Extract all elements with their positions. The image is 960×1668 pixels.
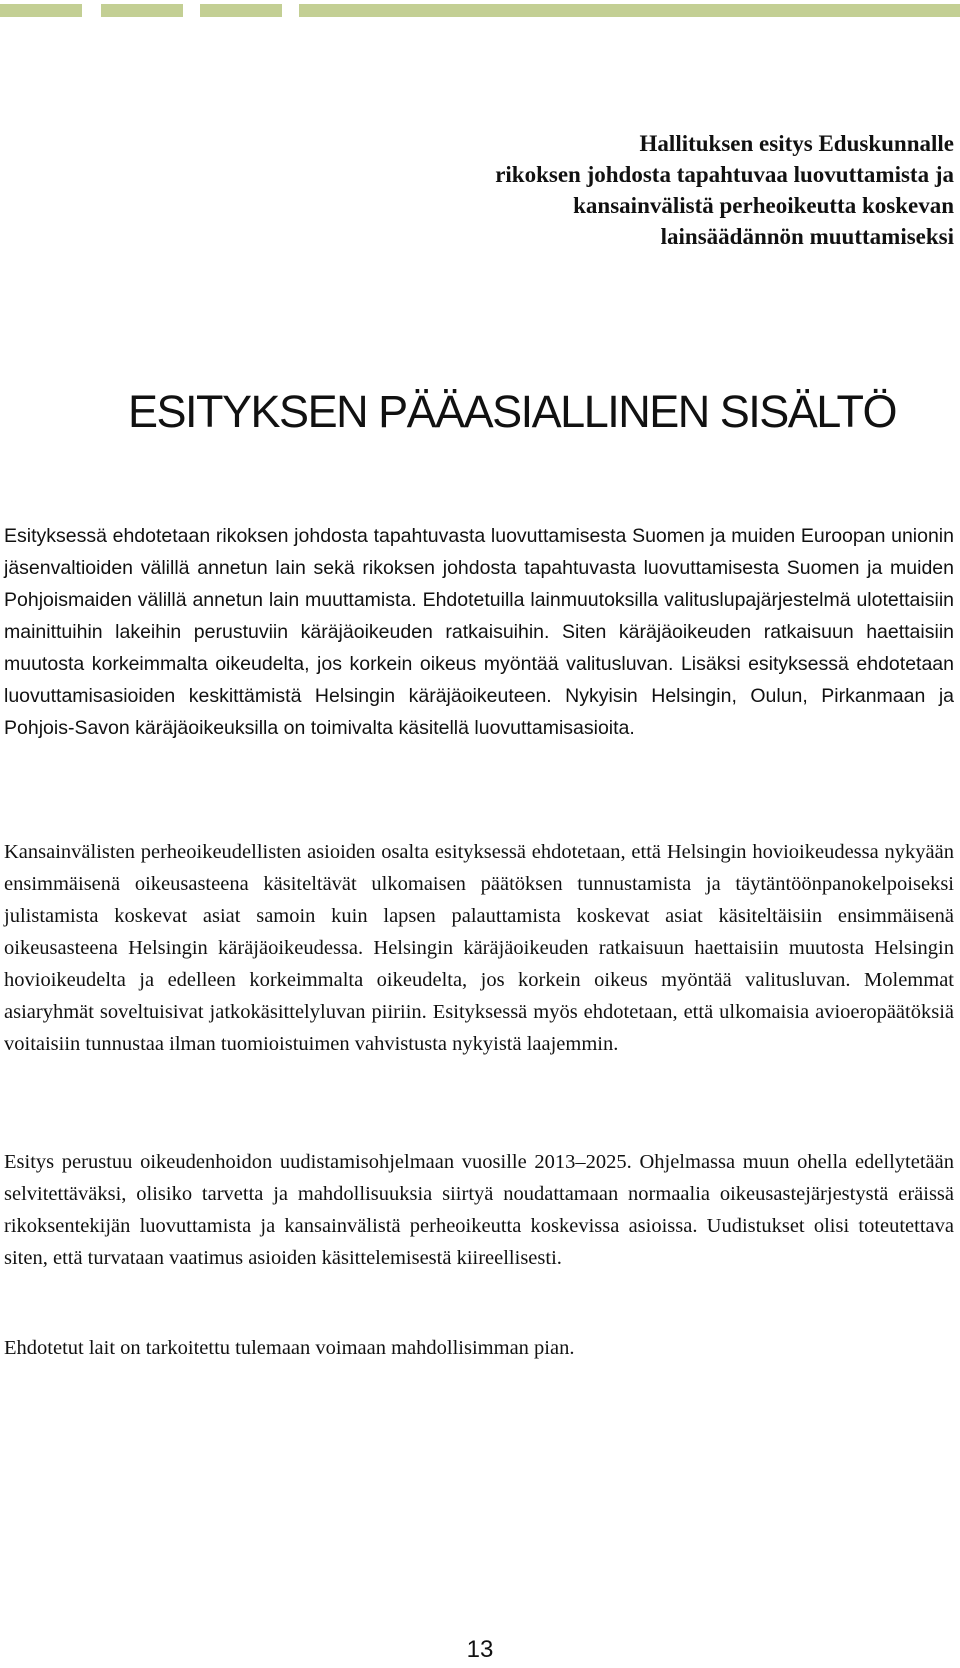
section-heading: ESITYKSEN PÄÄASIALLINEN SISÄLTÖ [128,386,896,437]
body-paragraph: Ehdotetut lait on tarkoitettu tulemaan voimaan mahdollisimman pian. [4,1337,575,1359]
document-title-line: Hallituksen esitys Eduskunnalle [639,131,954,156]
page-number: 13 [466,1636,494,1663]
header-decoration-bar [101,4,183,17]
body-paragraph: Kansainvälisten perheoikeudellisten asioiden osalta esityksessä ehdotetaan, että Helsingin hovioikeudessa nykyään ensimmäisenä oikeusasteena käsiteltävät ulkomaisen päätöksen tunnustamista ja täytäntöönpanokelpoiseksi julistamista koskevat asiat samoin kuin lapsen palauttamista koskevat asiat käsiteltäisiin ensimmäisenä oikeusasteena Helsingin käräjäoikeudessa. Helsingin käräjäoikeuden ratkaisuun haettaisiin muutosta Helsingin hovioikeudelta ja edelleen korkeimmalta oikeudelta, jos korkein oikeus myöntää valitusluvan. Molemmat asiaryhmät soveltuisivat jatkokäsittelyluvan piiriin. Esityksessä myös ehdotetaan, että ulkomaisia avioeropäätöksiä voitaisiin tunnustaa ilman tuomioistuimen vahvistusta nykyistä laajemmin. [4,841,954,1055]
document-title-line: kansainvälistä perheoikeutta koskevan [573,193,954,218]
document-title-line: lainsäädännön muuttamiseksi [660,224,954,249]
document-title-line: rikoksen johdosta tapahtuvaa luovuttamista ja [495,162,954,187]
body-paragraph: Esitys perustuu oikeudenhoidon uudistamisohjelmaan vuosille 2013–2025. Ohjelmassa muun ohella edellytetään selvitettäväksi, olisiko tarvetta ja mahdollisuuksia siirtyä noudattamaan normaalia oikeusastejärjestystä eräissä rikoksentekijän luovuttamista ja kansainvälistä perheoikeutta koskevissa asioissa. Uudistukset olisi toteutettava siten, että turvataan vaatimus asioiden käsittelemisestä kiireellisesti. [4,1151,954,1269]
body-paragraph: Esityksessä ehdotetaan rikoksen johdosta tapahtuvasta luovuttamisesta Suomen ja muiden Euroopan unionin jäsenvaltioiden välillä annetun lain sekä rikoksen johdosta tapahtuvasta luovuttamisesta Suomen ja muiden Pohjoismaiden välillä annetun lain muuttamista. Ehdotetuilla lainmuutoksilla valituslupajärjestelmä ulotettaisiin mainittuihin lakeihin perustuviin käräjäoikeuden ratkaisuihin. Siten käräjäoikeuden ratkaisuun haettaisiin muutosta korkeimmalta oikeudelta, jos korkein oikeus myöntää valitusluvan. Lisäksi esityksessä ehdotetaan luovuttamisasioiden keskittämistä Helsingin käräjäoikeuteen. Nykyisin Helsingin, Oulun, Pirkanmaan ja Pohjois-Savon käräjäoikeuksilla on toimivalta käsitellä luovuttamisasioita. [4,525,954,739]
header-decoration-bar [0,4,82,17]
document-title [495,128,954,252]
header-decoration-bar [299,4,960,17]
header-decoration-bar [200,4,282,17]
